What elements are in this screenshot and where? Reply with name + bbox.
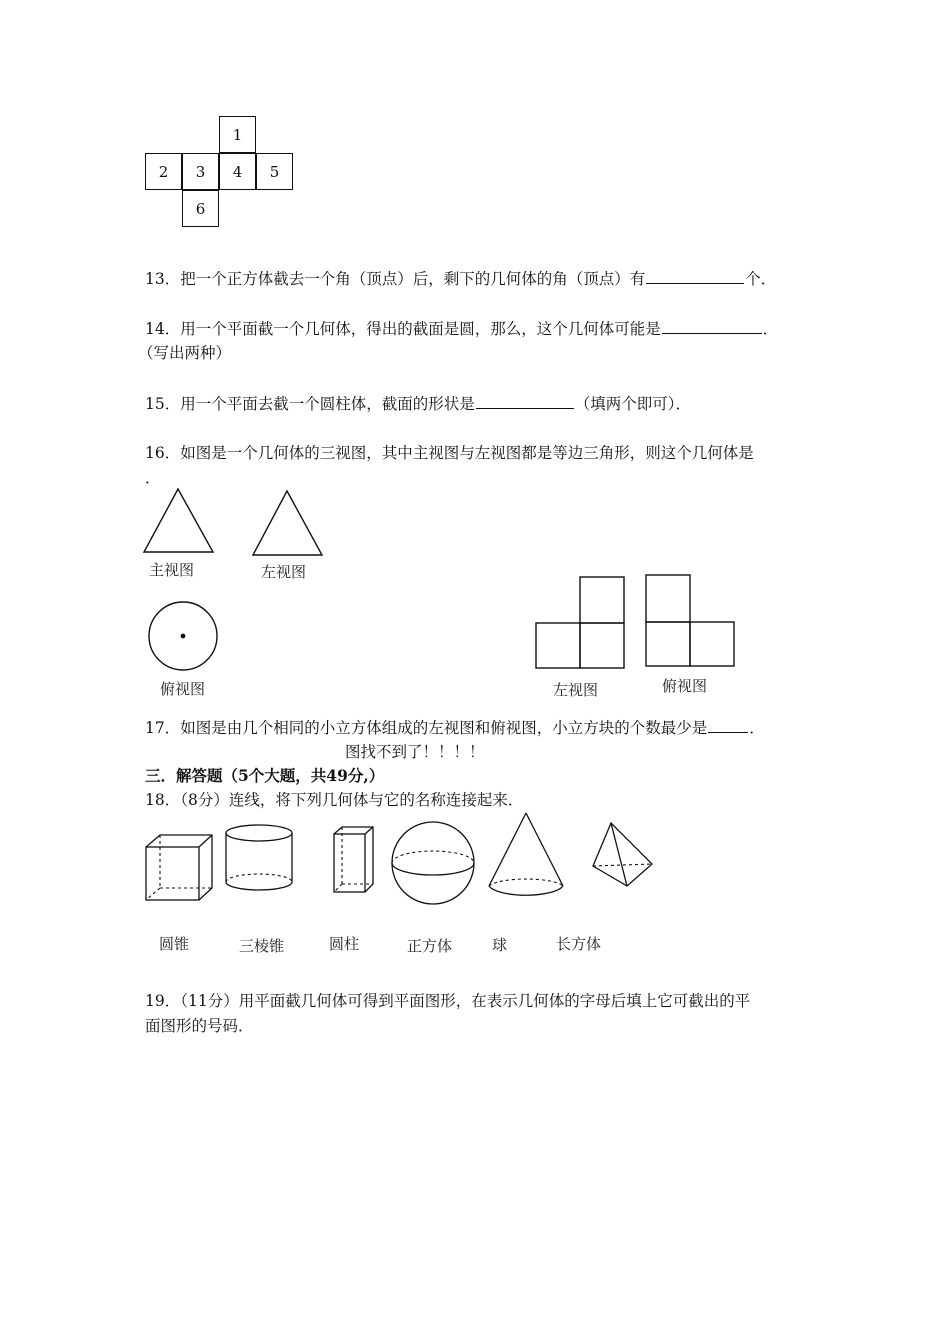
- question-15-end: （填两个即可）．: [574, 395, 691, 413]
- front-view-triangle: [140, 486, 218, 556]
- net-cell-4: 4: [219, 153, 256, 190]
- question-17-end: ．: [749, 719, 765, 737]
- left-view-triangle: [249, 488, 327, 558]
- question-14-line2: （写出两种）: [138, 344, 232, 362]
- question-18: 18．（8分）连线，将下列几何体与它的名称连接起来．: [145, 791, 524, 809]
- name-label-triangular-pyramid[interactable]: 三棱锥: [239, 937, 285, 955]
- name-label-cone[interactable]: 圆锥: [159, 935, 190, 953]
- answer-blank-17[interactable]: [708, 716, 748, 733]
- sphere-solid: [389, 819, 479, 909]
- q17-top-view: [643, 572, 739, 670]
- net-cell-5: 5: [256, 153, 293, 190]
- question-19-line2: 面图形的号码．: [145, 1017, 254, 1035]
- question-13: [145, 267, 776, 290]
- question-15-text: 15．用一个平面去截一个圆柱体，截面的形状是: [145, 395, 475, 413]
- name-label-cube[interactable]: 正方体: [407, 937, 453, 955]
- top-view-circle: [145, 599, 223, 677]
- name-label-cuboid[interactable]: 长方体: [556, 935, 602, 953]
- question-14: [145, 317, 778, 340]
- name-label-sphere[interactable]: 球: [492, 936, 508, 954]
- answer-blank-13[interactable]: [646, 267, 744, 284]
- question-14-text: 14．用一个平面截一个几何体，得出的截面是圆，那么，这个几何体可能是: [145, 320, 661, 338]
- left-view-label: 左视图: [261, 563, 307, 581]
- question-19-line1: 19．（11分）用平面截几何体可得到平面图形，在表示几何体的字母后填上它可截出的平: [145, 992, 751, 1010]
- cone-solid: [485, 810, 569, 902]
- name-label-cylinder[interactable]: 圆柱: [329, 935, 360, 953]
- triangular-pyramid-solid: [589, 820, 657, 890]
- top-view-label: 俯视图: [160, 680, 206, 698]
- front-view-label: 主视图: [149, 561, 195, 579]
- cube-solid: [142, 832, 216, 904]
- net-cell-2: 2: [145, 153, 182, 190]
- question-17: [145, 716, 765, 739]
- question-13-text: 13．把一个正方体截去一个角（顶点）后，剩下的几何体的角（顶点）有: [145, 270, 646, 288]
- answer-blank-14[interactable]: [662, 317, 762, 334]
- question-13-end: 个．: [745, 270, 777, 288]
- question-15: [145, 392, 691, 415]
- question-16: 16．如图是一个几何体的三视图，其中主视图与左视图都是等边三角形，则这个几何体是: [145, 444, 754, 462]
- question-17-note: 图找不到了！！！！: [345, 743, 485, 761]
- section-3-title: 三．解答题（5个大题，共49分,）: [145, 766, 385, 785]
- q17-left-view: [533, 574, 629, 672]
- question-14-end: ．: [762, 320, 779, 338]
- net-cell-3: 3: [182, 153, 219, 190]
- q17-top-view-label: 俯视图: [662, 677, 708, 695]
- net-cell-6: 6: [182, 190, 219, 227]
- net-cell-1: 1: [219, 116, 256, 153]
- question-16-line2: ．: [145, 469, 161, 487]
- q17-left-view-label: 左视图: [553, 681, 599, 699]
- cuboid-solid: [331, 824, 377, 896]
- question-17-text: 17．如图是由几个相同的小立方体组成的左视图和俯视图，小立方块的个数最少是: [145, 719, 708, 737]
- cylinder-solid: [223, 822, 297, 894]
- answer-blank-15[interactable]: [476, 392, 574, 409]
